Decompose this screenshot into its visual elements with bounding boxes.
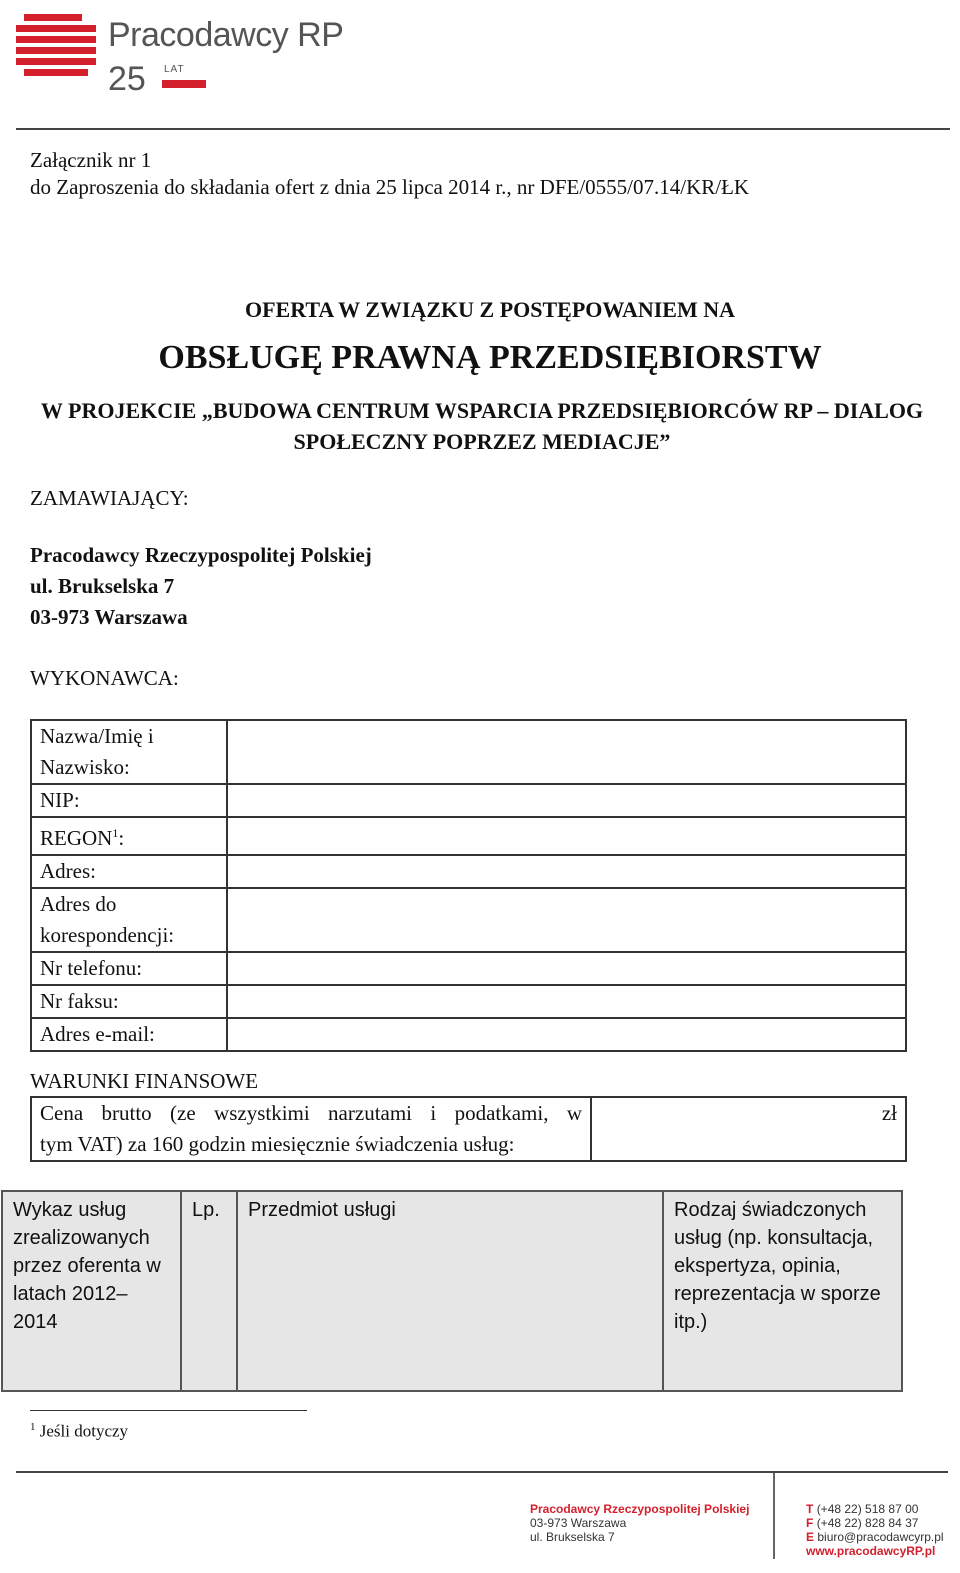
services-list-header: Wykaz usług zrealizowanych przez oferenta w latach 2012–2014 [2,1191,181,1391]
services-lp-header: Lp. [181,1191,237,1391]
contractor-correspondence-value[interactable] [227,888,906,952]
regon-text: REGON [40,826,113,850]
contractor-name-label: Nazwa/Imię i Nazwisko: [31,720,227,784]
footer-contact [806,1502,944,1558]
fax-label: F [806,1516,814,1530]
logo-stripe [16,47,96,54]
footer-address [530,1502,749,1544]
table-row [31,985,906,1018]
price-label-line-2: tym VAT) za 160 godzin miesięcznie świadczenia usług: [40,1132,515,1156]
table-row [31,1097,906,1161]
table-row [31,817,906,855]
table-row [31,952,906,985]
ordering-street: ul. Brukselska 7 [30,574,175,598]
contractor-fax-value[interactable] [227,985,906,1018]
services-table [1,1190,903,1392]
logo-stripe [24,69,88,76]
footnote-text: Jeśli dotyczy [39,1421,129,1441]
footnote-ref: 1 [112,826,119,840]
email-label: E [806,1530,815,1544]
table-row [31,784,906,817]
title-line-4: SPOŁECZNY POPRZEZ MEDIACJE” [293,429,671,454]
ordering-label: ZAMAWIAJĄCY: [30,486,189,510]
contractor-nip-value[interactable] [227,784,906,817]
logo-stripe [24,14,82,21]
footer-rule [16,1471,948,1473]
services-type-header: Rodzaj świadczonych usług (np. konsultacja, ekspertyza, opinia, reprezentacja w sporze itp.) [663,1191,902,1391]
footer-street: ul. Brukselska 7 [530,1530,615,1544]
price-label-line-1: Cena brutto (ze wszystkimi narzutami i podatkami, w [40,1101,582,1125]
company-logo [16,14,344,98]
contractor-label: WYKONAWCA: [30,666,179,690]
logo-stripe [16,25,96,32]
services-subject-header: Przedmiot usługi [237,1191,663,1391]
header-rule [16,128,950,130]
footer-divider [773,1473,775,1559]
title-line-1: OFERTA W ZWIĄZKU Z POSTĘPOWANIEM NA [244,297,736,322]
phone-number: (+48 22) 518 87 00 [816,1502,919,1516]
logo-lat: LAT [164,64,185,75]
website-link[interactable]: www.pracodawcyRP.pl [806,1544,936,1558]
finance-table [30,1096,907,1162]
ordering-city: 03-973 Warszawa [30,605,188,629]
contractor-email-label: Adres e-mail: [31,1018,227,1051]
footer-city: 03-973 Warszawa [530,1516,627,1530]
contractor-address-value[interactable] [227,855,906,888]
logo-lat-bar [162,80,206,88]
table-row [31,888,906,952]
contractor-nip-label: NIP: [31,784,227,817]
ordering-name: Pracodawcy Rzeczypospolitej Polskiej [30,543,372,567]
table-row [31,1018,906,1051]
contractor-email-value[interactable] [227,1018,906,1051]
contractor-phone-value[interactable] [227,952,906,985]
table-row [2,1191,902,1391]
logo-stripe [16,58,96,65]
currency-label: zł [881,1101,897,1125]
table-row [31,720,906,784]
contractor-correspondence-label: Adres do korespondencji: [31,888,227,952]
price-value[interactable] [591,1097,906,1161]
price-label [31,1097,591,1161]
footnote-number: 1 [30,1421,36,1433]
title-line-3: W PROJEKCIE „BUDOWA CENTRUM WSPARCIA PRZEDSIĘBIORCÓW RP – DIALOG [40,398,924,423]
contractor-regon-label [31,817,227,855]
title-line-2: OBSŁUGĘ PRAWNĄ PRZEDSIĘBIORSTW [158,339,822,376]
footnote-rule [30,1410,307,1411]
contractor-phone-label: Nr telefonu: [31,952,227,985]
logo-stripe [16,36,96,43]
contractor-address-label: Adres: [31,855,227,888]
fax-number: (+48 22) 828 84 37 [816,1516,919,1530]
logo-years: 25 [108,60,146,98]
contractor-table [30,719,907,1052]
contractor-name-value[interactable] [227,720,906,784]
phone-label: T [806,1502,814,1516]
table-row [31,855,906,888]
annex-line-1: Załącznik nr 1 [30,148,152,172]
logo-name: Pracodawcy RP [108,16,344,54]
contractor-regon-value[interactable] [227,817,906,855]
contractor-fax-label: Nr faksu: [31,985,227,1018]
footer-org: Pracodawcy Rzeczypospolitej Polskiej [530,1502,750,1516]
regon-colon: : [118,826,125,850]
finance-label: WARUNKI FINANSOWE [30,1069,259,1093]
email-link[interactable]: biuro@pracodawcyrp.pl [817,1530,944,1544]
annex-line-2: do Zaproszenia do składania ofert z dnia 25 lipca 2014 r., nr DFE/0555/07.14/KR/ŁK [30,175,750,199]
footnote [30,1421,128,1442]
